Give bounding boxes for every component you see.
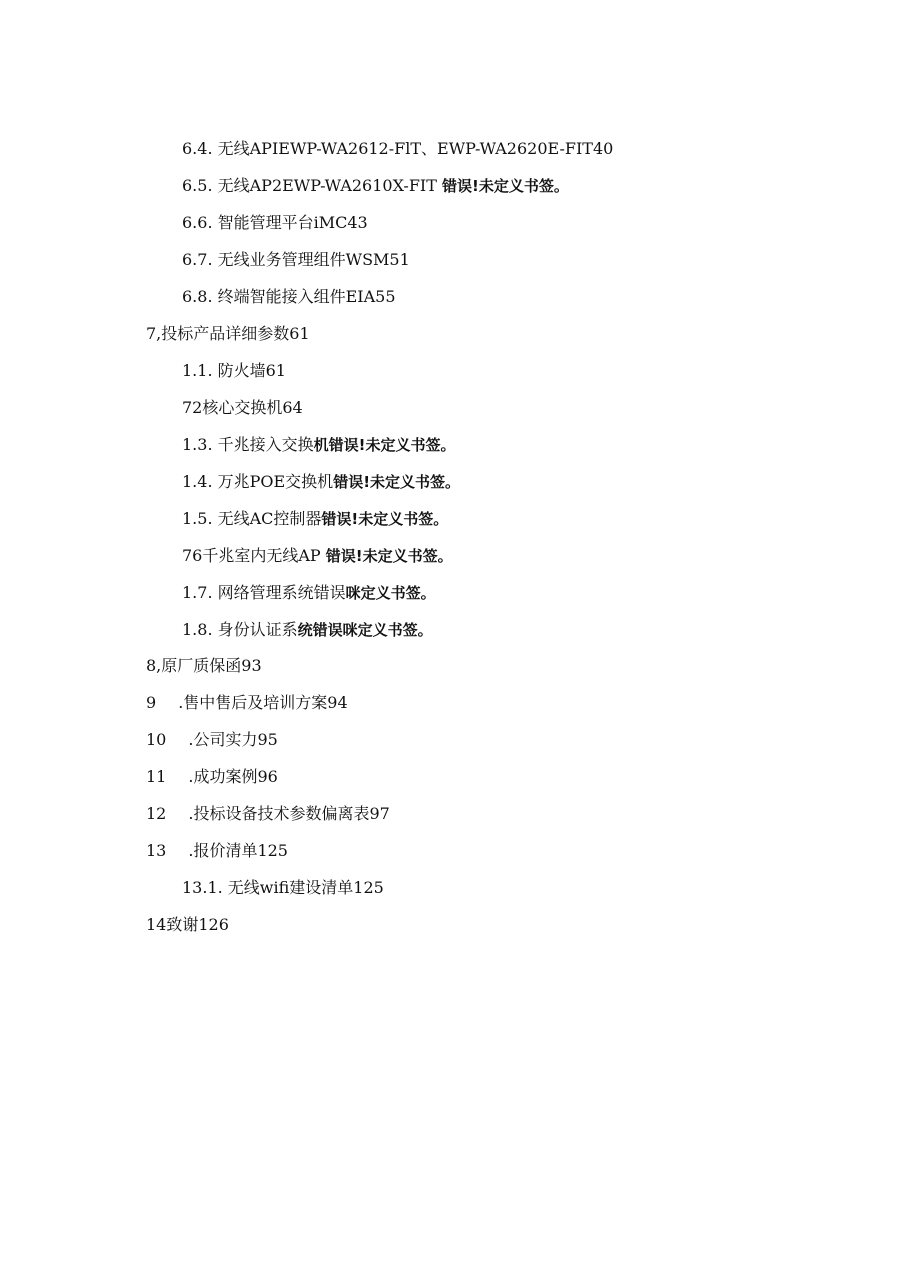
toc-entry-text: 1.3. 千兆接入交换 [182,435,314,454]
toc-entry-text: .公司实力95 [188,730,278,749]
toc-entry-text: 6.7. 无线业务管理组件WSM51 [182,250,410,269]
toc-entry-number: 13 [146,841,167,860]
toc-entry-11[interactable] [146,767,278,787]
toc-entry-text: 6.6. 智能管理平台iMC43 [182,213,368,232]
bookmark-error-text: 错误!未定义书签。 [442,177,569,195]
toc-entry-14[interactable] [146,915,229,935]
toc-entry-6-5[interactable] [182,176,569,196]
toc-entry-6-7[interactable] [182,250,410,270]
toc-entry-number: 12 [146,804,167,823]
toc-entry-text: 8,原厂质保函93 [146,656,262,675]
bookmark-error-text: 机错误!未定义书签。 [313,436,456,454]
toc-entry-text: 14致谢126 [146,915,229,934]
toc-entry-number: 9 [146,693,157,712]
toc-entry-10[interactable] [146,730,278,750]
toc-entry-72[interactable] [182,398,303,418]
toc-entry-7[interactable] [146,324,310,344]
toc-entry-13-1[interactable] [182,878,384,898]
toc-entry-1-1[interactable] [182,361,286,381]
toc-entry-text: .售中售后及培训方案94 [178,693,348,712]
toc-entry-13[interactable] [146,841,288,861]
toc-entry-1-8[interactable] [182,620,433,640]
toc-entry-text: 6.5. 无线AP2EWP-WA2610X-FIT [182,176,442,195]
toc-entry-text: 1.5. 无线AC控制器 [182,509,322,528]
toc-entry-text: 1.4. 万兆POE交换机 [182,472,334,491]
toc-entry-9[interactable] [146,693,348,713]
toc-entry-76[interactable] [182,546,453,566]
toc-entry-6-8[interactable] [182,287,396,307]
toc-entry-text: .成功案例96 [188,767,278,786]
toc-entry-6-4[interactable] [182,139,613,159]
toc-entry-1-4[interactable] [182,472,460,492]
toc-entry-text: 7,投标产品详细参数61 [146,324,310,343]
bookmark-error-text: 统错误咪定义书签。 [297,621,433,639]
toc-entry-text: 1.1. 防火墙61 [182,361,286,380]
toc-entry-8[interactable] [146,656,262,676]
toc-entry-text: 1.7. 网络管理系统错误 [182,583,346,602]
bookmark-error-text: 错误!未定义书签。 [325,547,453,565]
bookmark-error-text: 错误!未定义书签。 [321,510,449,528]
toc-entry-text: .报价清单125 [188,841,288,860]
toc-entry-text: 1.8. 身份认证系 [182,620,298,639]
bookmark-error-text: 错误!未定义书签。 [333,473,461,491]
toc-entry-12[interactable] [146,804,390,824]
toc-entry-text: 6.4. 无线APIEWP-WA2612-FlT、EWP-WA2620E-FIT40 [182,139,614,158]
toc-entry-text: 76千兆室内无线AP [182,546,326,565]
toc-entry-text: 72核心交换机64 [182,398,303,417]
toc-entry-number: 11 [146,767,167,786]
bookmark-error-text: 咪定义书签。 [345,584,436,602]
toc-entry-1-5[interactable] [182,509,448,529]
toc-entry-text: 6.8. 终端智能接入组件EIA55 [182,287,396,306]
toc-entry-6-6[interactable] [182,213,368,233]
toc-entry-text: 13.1. 无线wifi建设清单125 [182,878,384,897]
toc-entry-1-7[interactable] [182,583,436,603]
toc-entry-number: 10 [146,730,167,749]
toc-entry-text: .投标设备技术参数偏离表97 [188,804,390,823]
toc-entry-1-3[interactable] [182,435,455,455]
